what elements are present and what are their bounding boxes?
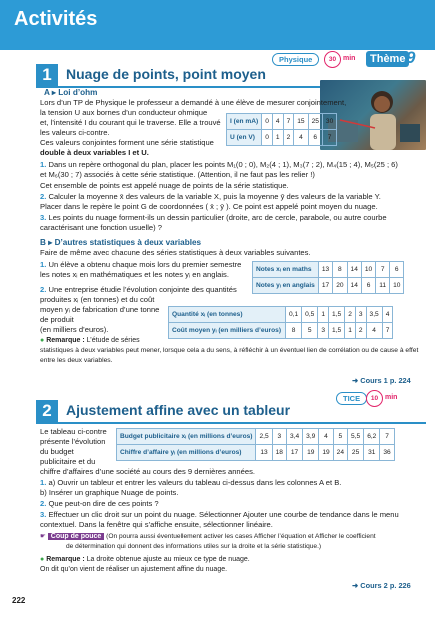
table-cell: 13 [256, 445, 272, 461]
question-number: 1. [40, 478, 47, 487]
part-a-line-1: Lors d’un TP de Physique le professeur a demandé à une élève de mesurer conjointement, [40, 98, 347, 107]
table-cell: 1 [318, 307, 329, 323]
table-cell: 4 [382, 307, 393, 323]
part-a-line-3: et, l’intensité I du courant qui le traverse. Elle a trouvé [40, 118, 221, 127]
physique-tag: Physique [272, 53, 319, 66]
table-header: Coût moyen yᵢ (en milliers d’euros) [169, 323, 286, 339]
question-number: 3. [40, 213, 47, 222]
table-cell: 8 [286, 323, 302, 339]
question-number: 1. [40, 160, 47, 169]
course-link-label: Cours 1 p. 224 [360, 376, 411, 385]
table-cell: 6 [308, 130, 322, 146]
table-cell: 2 [355, 323, 366, 339]
table-row [117, 445, 395, 461]
table-cell: 31 [364, 445, 380, 461]
s2-question-1b: b) Insérer un graphique Nuage de points. [40, 488, 179, 497]
section-title: Nuage de points, point moyen [66, 66, 266, 82]
table-cell: 30 [322, 114, 336, 130]
table-cell: 14 [347, 262, 361, 278]
s2-intro-3: du budget [40, 447, 74, 456]
s2-question-3-cont: contextuel. Dans la fenêtre qui s’affiche ensuite, sélectionner linéaire. [40, 520, 273, 529]
part-a-title: A ▸ Loi d’ohm [44, 88, 98, 97]
question-text: a) Ouvrir un tableur et entrer les valeurs du tableau ci-dessus dans les colonnes A et B. [48, 478, 342, 487]
table-cell: 3 [355, 307, 366, 323]
table-cell: 0,1 [286, 307, 302, 323]
table-cell: 0 [262, 114, 273, 130]
table-cell: 5,5 [348, 429, 364, 445]
table-cell: 2,5 [256, 429, 272, 445]
table-row [169, 307, 393, 323]
course-link-1[interactable] [352, 376, 411, 385]
part-b-title: B ▸ D’autres statistiques à deux variables [40, 238, 202, 247]
table-cell: 4 [272, 114, 283, 130]
remark-text: L’étude de séries [86, 337, 140, 344]
table-cell: 3 [272, 429, 286, 445]
section-number: 1 [36, 64, 58, 86]
table-row [253, 262, 404, 278]
question-1-note: Cet ensemble de points est appelé nuage de points de la série statistique. [40, 181, 289, 190]
remark-label: Remarque : [46, 337, 85, 344]
remark-text: La droite obtenue ajuste au mieux ce type de nuage. [86, 556, 250, 563]
arrow-icon: ➜ [352, 581, 361, 590]
s2-intro-5: chiffre d’affaires d’une société au cours des 9 dernières années. [40, 467, 256, 476]
table-cell: 8 [333, 262, 347, 278]
part-b-intro: Faire de même avec chacune des séries statistiques à deux variables suivantes. [40, 248, 311, 257]
part-a-line-2: la tension U aux bornes d’un conducteur ohmique [40, 108, 208, 117]
table-header: Notes xᵢ en maths [253, 262, 319, 278]
table-cell: 15 [294, 114, 308, 130]
table-cell: 10 [361, 262, 375, 278]
table-row [117, 429, 395, 445]
course-link-2[interactable] [352, 581, 411, 590]
remark-2-cont: On dit qu’on vient de réaliser un ajustement affine du nuage. [40, 566, 228, 573]
question-2 [40, 192, 430, 202]
tice-tag: TICE [336, 392, 367, 405]
table-cell: 18 [272, 445, 286, 461]
remark-icon: ● [40, 556, 45, 563]
question-3-cont: caractérisant une fonction usuelle) ? [40, 223, 162, 232]
question-1-cont: et M₆(30 ; 7) associés à cette série statistique. (Attention, il ne faut pas les relier !) [40, 170, 315, 179]
arrow-icon: ➜ [352, 376, 361, 385]
table-cell: 25 [348, 445, 364, 461]
part-b-q1-cont: les notes xᵢ en mathématiques et les notes yᵢ en anglais. [40, 270, 229, 279]
page-title: Activités [14, 8, 98, 30]
remark-1-line-2: statistiques à deux variables peut mener, lorsque cela a du sens, à réfléchir à un éventuel lien de corrélation ou de cause à effet [40, 347, 419, 354]
notes-table [252, 261, 404, 294]
question-text: Calculer la moyenne x̄ des valeurs de la variable X, puis la moyenne ȳ des valeurs de la variable Y. [48, 192, 381, 201]
s2-question-1a [40, 478, 430, 488]
part-b-q2 [40, 285, 260, 295]
tip-text-cont: de détermination qui donnent des informations utiles sur la droite et la série statistique.) [66, 543, 322, 550]
table-row [227, 114, 337, 130]
table-cell: 19 [319, 445, 333, 461]
table-cell: 17 [318, 278, 332, 294]
question-number: 1. [40, 260, 47, 269]
table-row [227, 130, 337, 146]
question-number: 2. [40, 285, 47, 294]
part-b-q2-line-2: produites xᵢ (en tonnes) et du coût [40, 295, 155, 304]
table-cell: 2 [283, 130, 294, 146]
remark-icon: ● [40, 337, 45, 344]
table-cell: 14 [347, 278, 361, 294]
table-header: I (en mA) [227, 114, 262, 130]
table-row [253, 278, 404, 294]
table-cell: 11 [376, 278, 390, 294]
question-text: Les points du nuage forment-ils un dessin particulier (droite, arc de cercle, parabole, ou autre courbe [48, 213, 387, 222]
timer-unit: min [385, 394, 398, 401]
course-link-label: Cours 2 p. 226 [360, 581, 411, 590]
s2-intro-2: présente l’évolution [40, 437, 106, 446]
table-cell: 7 [382, 323, 393, 339]
hand-icon: ☛ [40, 533, 46, 540]
table-cell: 1 [345, 323, 356, 339]
tip-text: (On pourra aussi éventuellement activer les cases Afficher l’équation et Afficher le coefficient [106, 533, 376, 540]
remark-1 [40, 336, 430, 346]
table-cell: 4 [319, 429, 333, 445]
table-cell: 0 [262, 130, 273, 146]
section-rule [36, 422, 426, 424]
part-b-q2-line-3: moyen yᵢ de fabrication d’une tonne [40, 305, 160, 314]
ohm-table [226, 113, 337, 146]
theme-label: Thème [366, 51, 409, 67]
timer-icon: 10 [366, 390, 383, 407]
part-a-line-5: Ces valeurs conjointes forment une série statistique [40, 138, 214, 147]
table-cell: 0,5 [302, 307, 318, 323]
table-header: U (en V) [227, 130, 262, 146]
remark-2 [40, 555, 430, 565]
question-number: 2. [40, 192, 47, 201]
table-cell: 25 [308, 114, 322, 130]
table-cell: 36 [380, 445, 394, 461]
section-title: Ajustement affine avec un tableur [66, 402, 291, 418]
table-cell: 4 [366, 323, 382, 339]
table-header: Quantité xᵢ (en tonnes) [169, 307, 286, 323]
s2-intro-4: publicitaire et du [40, 457, 96, 466]
table-cell: 24 [333, 445, 347, 461]
table-cell: 7 [283, 114, 294, 130]
table-header: Notes yᵢ en anglais [253, 278, 319, 294]
table-header: Chiffre d’affaire yᵢ (en millions d’euros) [117, 445, 256, 461]
s2-question-3 [40, 510, 430, 520]
question-number: 2. [40, 499, 47, 508]
table-cell: 3,5 [366, 307, 382, 323]
remark-1-line-3: entre les deux variables. [40, 357, 113, 364]
question-text: Que peut-on dire de ces points ? [48, 499, 159, 508]
table-cell: 17 [286, 445, 302, 461]
part-b-q2-line-5: (en milliers d’euros). [40, 325, 109, 334]
table-cell: 20 [333, 278, 347, 294]
question-text: Effectuer un clic droit sur un point du nuage. Sélectionner Ajouter une courbe de tendance dans le menu [48, 510, 399, 519]
question-1 [40, 160, 430, 170]
s2-intro-1: Le tableau ci-contre [40, 427, 107, 436]
section-number: 2 [36, 400, 58, 422]
question-text: Une entreprise étudie l’évolution conjointe des quantités [48, 285, 237, 294]
table-cell: 10 [390, 278, 404, 294]
question-3 [40, 213, 430, 223]
question-text: Dans un repère orthogonal du plan, placer les points M₁(0 ; 0), M₂(4 ; 1), M₃(7 ; 2), M₄(15 ; 4), M₅(25 ; 6) [48, 160, 398, 169]
table-cell: 2 [345, 307, 356, 323]
theme-number: 9 [406, 48, 416, 67]
tip-box [40, 532, 435, 542]
cost-table [168, 306, 393, 339]
table-cell: 7 [322, 130, 336, 146]
timer-unit: min [343, 55, 356, 62]
table-cell: 1,5 [329, 307, 345, 323]
question-2-cont: Placer dans le repère le point G de coordonnées ( x̄ ; ȳ ). Ce point est appelé point moyen du nuage. [40, 202, 378, 211]
budget-table [116, 428, 395, 461]
table-cell: 6,2 [364, 429, 380, 445]
table-cell: 6 [361, 278, 375, 294]
s2-question-2 [40, 499, 430, 509]
table-cell: 19 [303, 445, 319, 461]
table-cell: 4 [294, 130, 308, 146]
tip-label: Coup de pouce [48, 533, 105, 540]
table-cell: 3,4 [286, 429, 302, 445]
table-cell: 5 [333, 429, 347, 445]
table-cell: 3,9 [303, 429, 319, 445]
remark-label: Remarque : [46, 556, 85, 563]
table-cell: 3 [318, 323, 329, 339]
table-cell: 7 [376, 262, 390, 278]
part-b-q1 [40, 260, 260, 270]
part-a-line-6: double à deux variables I et U. [40, 148, 149, 157]
question-number: 3. [40, 510, 47, 519]
part-b-q2-line-4: de produit [40, 315, 74, 324]
timer-icon: 30 [324, 51, 341, 68]
table-cell: 6 [390, 262, 404, 278]
page-number: 222 [12, 596, 26, 605]
table-header: Budget publicitaire xᵢ (en millions d’euros) [117, 429, 256, 445]
part-a-line-4: les valeurs ci-contre. [40, 128, 110, 137]
table-cell: 1 [272, 130, 283, 146]
table-cell: 7 [380, 429, 394, 445]
question-text: Un élève a obtenu chaque mois lors du premier semestre [48, 260, 242, 269]
table-cell: 13 [318, 262, 332, 278]
table-cell: 5 [302, 323, 318, 339]
table-cell: 1,5 [329, 323, 345, 339]
